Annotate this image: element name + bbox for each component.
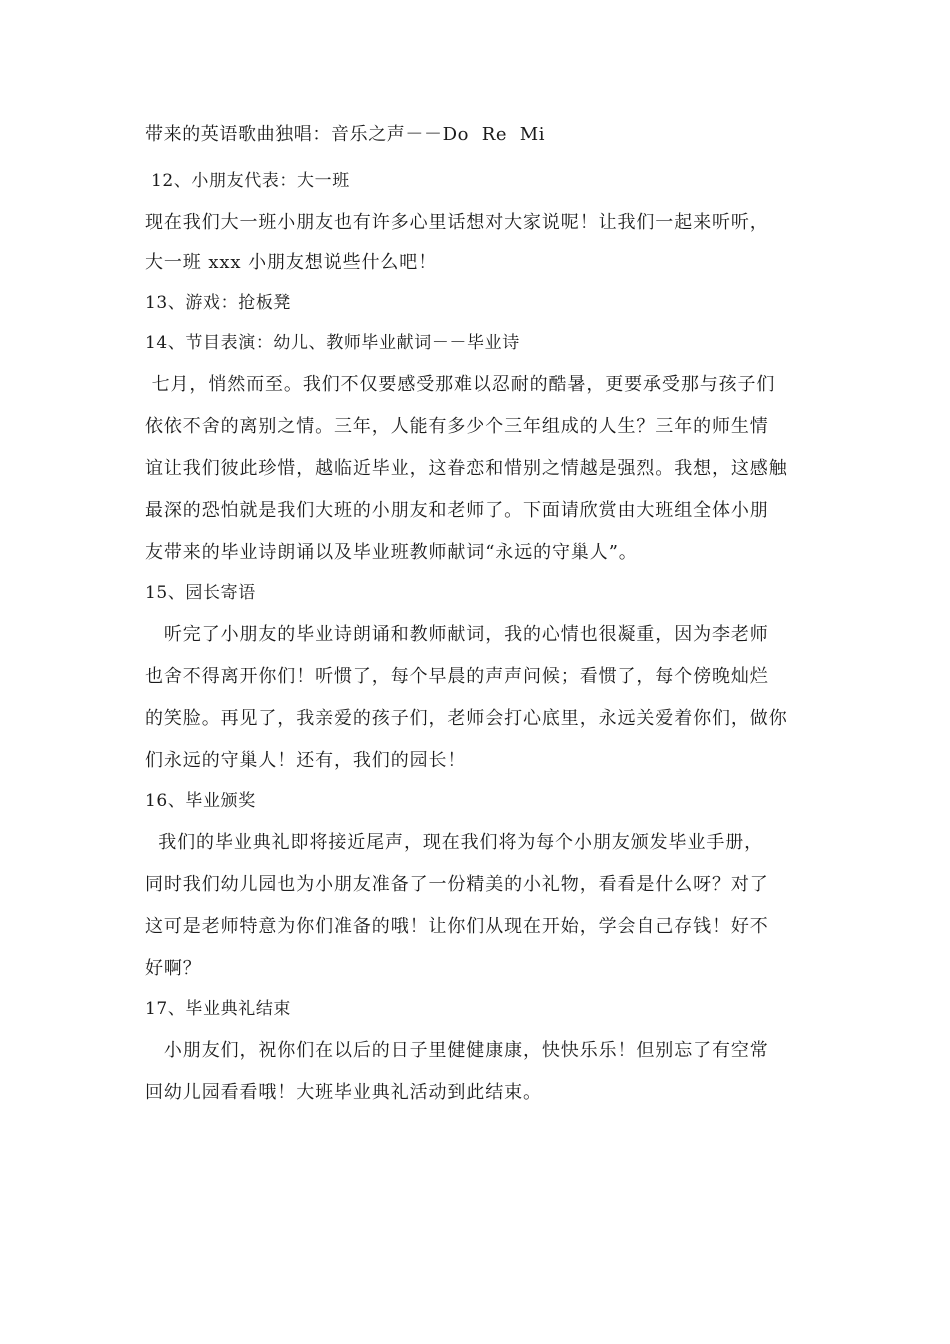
paragraph-line: 好啊？: [145, 958, 202, 979]
section-heading-13: 13、游戏：抢板凳: [145, 293, 292, 313]
paragraph-line: 依依不舍的离别之情。三年，人能有多少个三年组成的人生？三年的师生情: [145, 416, 769, 437]
paragraph-line: 谊让我们彼此珍惜，越临近毕业，这眷恋和惜别之情越是强烈。我想，这感触: [145, 458, 788, 479]
paragraph-line: 友带来的毕业诗朗诵以及毕业班教师献词“永远的守巢人”。: [145, 542, 638, 563]
paragraph-line: 小朋友们，祝你们在以后的日子里健健康康，快快乐乐！但别忘了有空常: [145, 1040, 769, 1061]
paragraph-line: 同时我们幼儿园也为小朋友准备了一份精美的小礼物，看看是什么呀？对了: [145, 874, 769, 895]
document-body: [145, 118, 810, 1110]
paragraph-line: 听完了小朋友的毕业诗朗诵和教师献词，我的心情也很凝重，因为李老师: [145, 624, 769, 645]
paragraph-line: 也舍不得离开你们！听惯了，每个早晨的声声问候；看惯了，每个傍晚灿烂: [145, 666, 769, 687]
section-heading-12: 12、小朋友代表：大一班: [145, 171, 350, 191]
paragraph-line: 七月，悄然而至。我们不仅要感受那难以忍耐的酷暑，更要承受那与孩子们: [145, 374, 776, 395]
text-line: 带来的英语歌曲独唱：音乐之声－－Do Re Mi: [145, 124, 546, 145]
section-heading-14: 14、节目表演：幼儿、教师毕业献词－－毕业诗: [145, 333, 520, 353]
paragraph-line: 这可是老师特意为你们准备的哦！让你们从现在开始，学会自己存钱！好不: [145, 916, 769, 937]
paragraph-line: 的笑脸。再见了，我亲爱的孩子们，老师会打心底里，永远关爱着你们，做你: [145, 708, 788, 729]
section-heading-17: 17、毕业典礼结束: [145, 999, 292, 1019]
section-heading-15: 15、园长寄语: [145, 583, 256, 603]
section-heading-16: 16、毕业颁奖: [145, 791, 256, 811]
paragraph-line: 我们的毕业典礼即将接近尾声，现在我们将为每个小朋友颁发毕业手册，: [145, 832, 764, 853]
paragraph-line: 大一班 xxx 小朋友想说些什么吧！: [145, 252, 438, 273]
paragraph-line: 们永远的守巢人！还有，我们的园长！: [145, 750, 467, 771]
paragraph-line: 回幼儿园看看哦！大班毕业典礼活动到此结束。: [145, 1082, 542, 1103]
paragraph-line: 现在我们大一班小朋友也有许多心里话想对大家说呢！让我们一起来听听，: [145, 212, 769, 233]
paragraph-line: 最深的恐怕就是我们大班的小朋友和老师了。下面请欣赏由大班组全体小朋: [145, 500, 769, 521]
